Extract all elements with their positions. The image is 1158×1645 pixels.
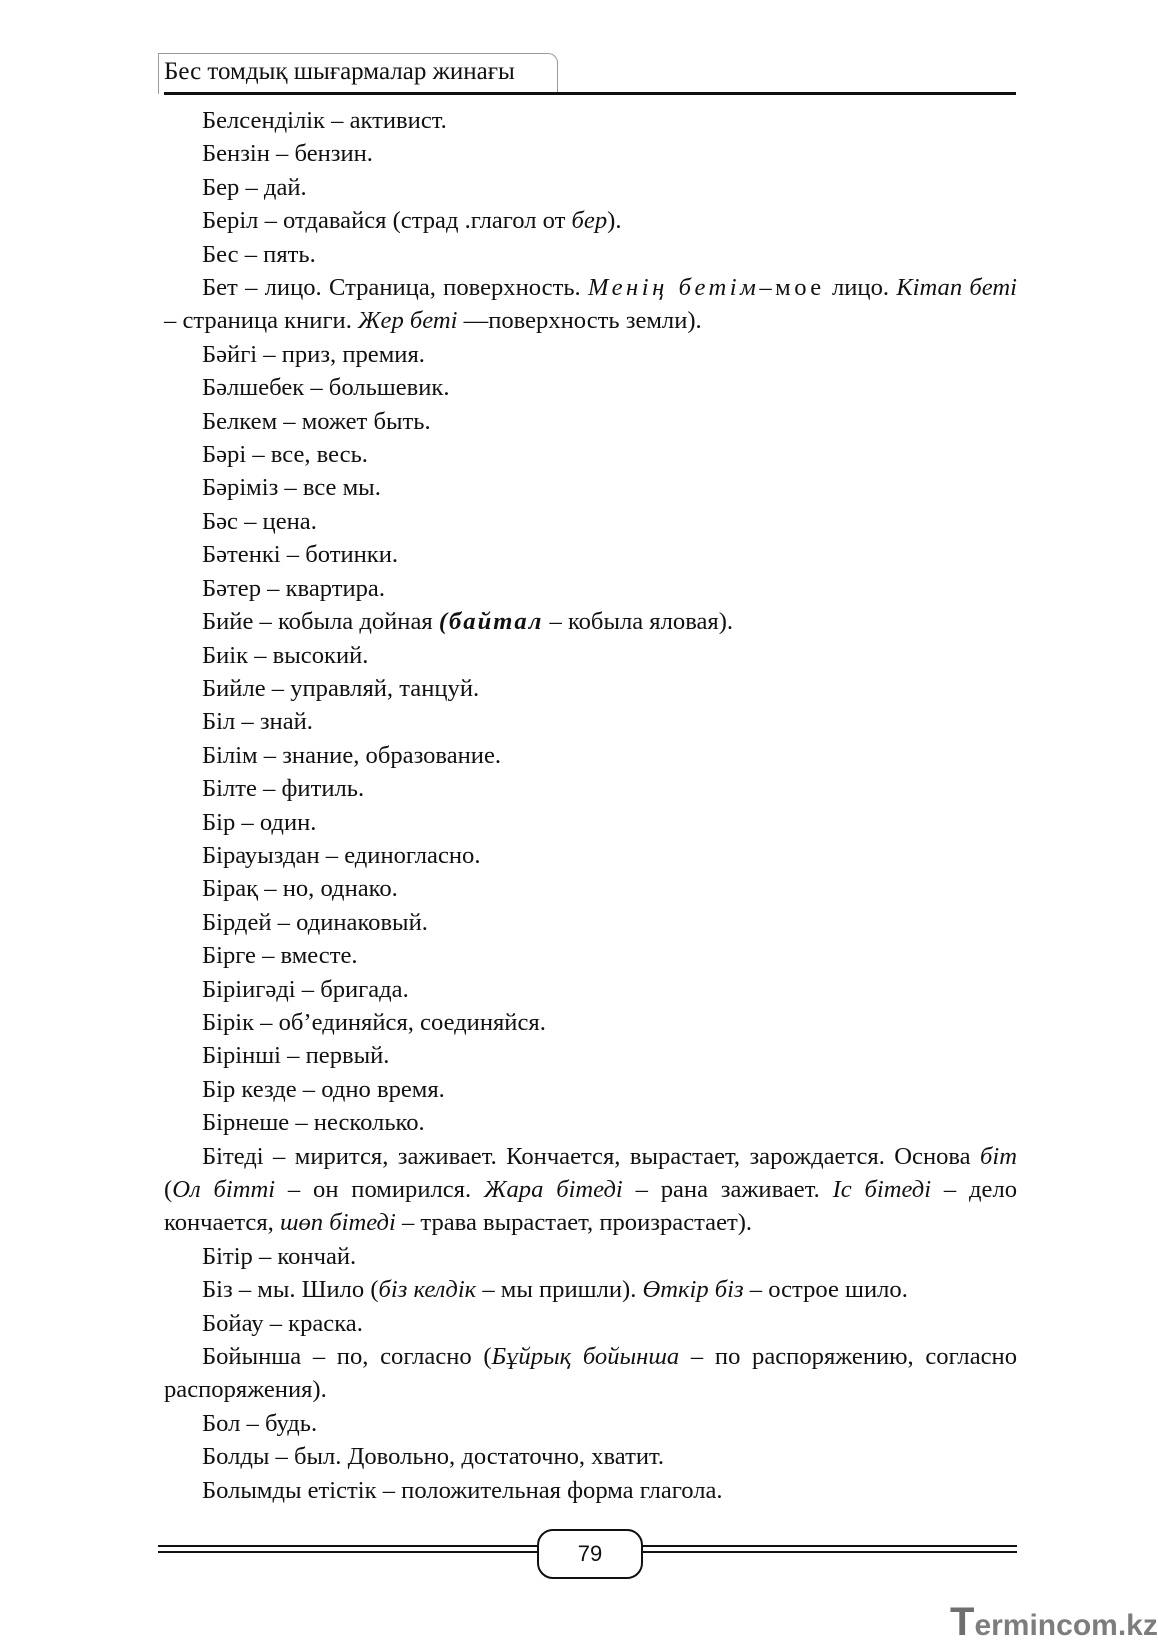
watermark-logo — [950, 1600, 1158, 1645]
dictionary-entry — [164, 171, 1017, 204]
entry-text: Бойау – краска. — [202, 1309, 363, 1337]
dictionary-entry — [164, 1440, 1017, 1473]
entry-emphasis: Бұйрық бойынша — [491, 1343, 680, 1371]
entry-text: Бір – один. — [202, 808, 317, 836]
dictionary-entry — [164, 1106, 1017, 1139]
entry-text: Біз – мы. Шило ( — [202, 1276, 379, 1304]
entry-emphasis: біт — [980, 1142, 1017, 1170]
dictionary-entry — [164, 1407, 1017, 1440]
entry-text: Бәлшебек – большевик. — [202, 374, 450, 402]
dictionary-entry — [164, 1140, 1017, 1240]
dictionary-entry — [164, 739, 1017, 772]
dictionary-entry — [164, 438, 1017, 471]
dictionary-entry — [164, 204, 1017, 237]
dictionary-entry — [164, 405, 1017, 438]
entry-text: Бір кезде – одно время. — [202, 1075, 445, 1103]
entry-text: Бийле – управляй, танцуй. — [202, 674, 480, 702]
dictionary-entry — [164, 1240, 1017, 1273]
dictionary-entry — [164, 705, 1017, 738]
entry-text: Бәс – цена. — [202, 507, 317, 535]
dictionary-entry — [164, 505, 1017, 538]
entry-text: лицо. — [824, 274, 897, 302]
entry-text: Білте – фитиль. — [202, 775, 365, 803]
running-header-title: Бес томдық шығармалар жинағы — [164, 58, 515, 85]
entry-emphasis: (байтал — [438, 608, 544, 636]
entry-text: Бол – будь. — [202, 1409, 318, 1437]
entry-text: Бірауыздан – единогласно. — [202, 841, 481, 869]
entry-text: Белсенділік – активист. — [202, 107, 447, 134]
entry-text: ). — [607, 207, 622, 235]
entry-text: – страница книги. — [164, 307, 358, 335]
entry-emphasis: Кітап беті — [896, 274, 1017, 302]
entry-emphasis: шөп бітеді — [279, 1209, 396, 1237]
dictionary-entries — [164, 104, 1017, 1507]
dictionary-entry — [164, 1273, 1017, 1306]
entry-text: Белкем – может быть. — [202, 407, 431, 435]
entry-text: – дело кончается, — [164, 1176, 1018, 1237]
dictionary-entry — [164, 839, 1017, 872]
dictionary-entry — [164, 471, 1017, 504]
dictionary-entry — [164, 371, 1017, 404]
entry-text: Беріл – отдавайся (страд .глагол от — [202, 207, 572, 235]
footer-rule-left-top — [158, 1545, 537, 1547]
entry-emphasis: бер — [571, 207, 608, 235]
page-number: 79 — [537, 1529, 643, 1579]
entry-text: ( — [164, 1176, 173, 1203]
entry-text: Бітір – кончай. — [202, 1242, 357, 1270]
footer-rule-right-bottom — [639, 1551, 1017, 1553]
entry-text: Біріигәді – бригада. — [202, 975, 409, 1003]
dictionary-entry — [164, 939, 1017, 972]
entry-text: – трава вырастает, произрастает). — [395, 1209, 753, 1237]
entry-text: Бес – пять. — [202, 240, 316, 268]
entry-text: – по распоряжению, согласно распоряжения). — [164, 1343, 1017, 1404]
dictionary-entry — [164, 605, 1017, 638]
entry-emphasis: Жара бітеді — [483, 1176, 623, 1203]
entry-emphasis: Ол бітті — [172, 1176, 276, 1203]
entry-text: – рана заживает. — [622, 1176, 833, 1203]
entry-text: – кобыла яловая). — [543, 608, 734, 636]
entry-text: —поверхность земли). — [457, 307, 702, 335]
footer-rule-right-top — [639, 1545, 1017, 1547]
entry-text: Болды – был. Довольно, достаточно, хватит. — [202, 1443, 665, 1471]
entry-text: Бірге – вместе. — [202, 942, 358, 970]
entry-text: Бірақ – но, однако. — [202, 875, 398, 903]
watermark-text: ermincom.kz — [974, 1609, 1158, 1642]
entry-emphasis: Жер беті — [358, 307, 458, 335]
entry-text: Бәйгі – приз, премия. — [202, 340, 425, 368]
entry-emphasis: Өткір біз — [642, 1276, 744, 1304]
dictionary-entry — [164, 1340, 1017, 1407]
dictionary-entry — [164, 1307, 1017, 1340]
entry-text: Бірнеше – несколько. — [202, 1109, 425, 1137]
entry-text: Бойынша – по, согласно ( — [202, 1343, 492, 1371]
entry-emphasis: біз келдік — [378, 1276, 477, 1304]
dictionary-entry — [164, 271, 1017, 338]
entry-emphasis: –мое — [759, 274, 825, 302]
watermark-initial: T — [950, 1600, 975, 1644]
entry-text: Білім – знание, образование. — [202, 741, 502, 769]
entry-text: – он помирился. — [275, 1176, 484, 1203]
dictionary-entry — [164, 973, 1017, 1006]
dictionary-entry — [164, 238, 1017, 271]
dictionary-entry — [164, 572, 1017, 605]
entry-text: Бийе – кобыла дойная — [202, 608, 439, 636]
dictionary-entry — [164, 772, 1017, 805]
entry-text: – мы пришли). — [476, 1276, 643, 1304]
entry-text: Бер – дай. — [202, 173, 307, 201]
dictionary-entry — [164, 639, 1017, 672]
entry-text: Бірік – об’единяйся, соединяйся. — [202, 1008, 546, 1036]
dictionary-entry — [164, 806, 1017, 839]
dictionary-entry — [164, 137, 1017, 170]
footer-rule-left-bottom — [158, 1551, 537, 1553]
dictionary-entry — [164, 872, 1017, 905]
dictionary-entry — [164, 1039, 1017, 1072]
entry-text: Биік – высокий. — [202, 641, 369, 669]
entry-text: Бәріміз – все мы. — [202, 474, 381, 502]
entry-text: – острое шило. — [743, 1276, 908, 1304]
dictionary-entry — [164, 906, 1017, 939]
entry-text: Бәрі – все, весь. — [202, 441, 368, 469]
entry-text: Бірінші – первый. — [202, 1042, 390, 1070]
dictionary-entry — [164, 538, 1017, 571]
dictionary-entry — [164, 1073, 1017, 1106]
dictionary-entry — [164, 104, 1017, 137]
dictionary-entry — [164, 1474, 1017, 1507]
entry-text: Біл – знай. — [202, 708, 313, 736]
entry-text: Бәтер – квартира. — [202, 574, 385, 602]
dictionary-entry — [164, 672, 1017, 705]
entry-text: Бітеді – мирится, заживает. Кончается, вырастает, зарождается. Основа — [202, 1142, 981, 1170]
dictionary-entry — [164, 338, 1017, 371]
entry-emphasis: Іс бітеді — [832, 1176, 932, 1203]
entry-text: Болымды етістік – положительная форма глагола. — [202, 1476, 723, 1504]
entry-text: Бәтенкі – ботинки. — [202, 541, 399, 569]
header-rule — [164, 92, 1016, 95]
entry-emphasis: Менің бетім — [588, 274, 760, 302]
entry-text: Бензін – бензин. — [202, 140, 373, 168]
dictionary-entry — [164, 1006, 1017, 1039]
entry-text: Бет – лицо. Страница, поверхность. — [202, 274, 588, 302]
entry-text: Бірдей – одинаковый. — [202, 908, 428, 936]
